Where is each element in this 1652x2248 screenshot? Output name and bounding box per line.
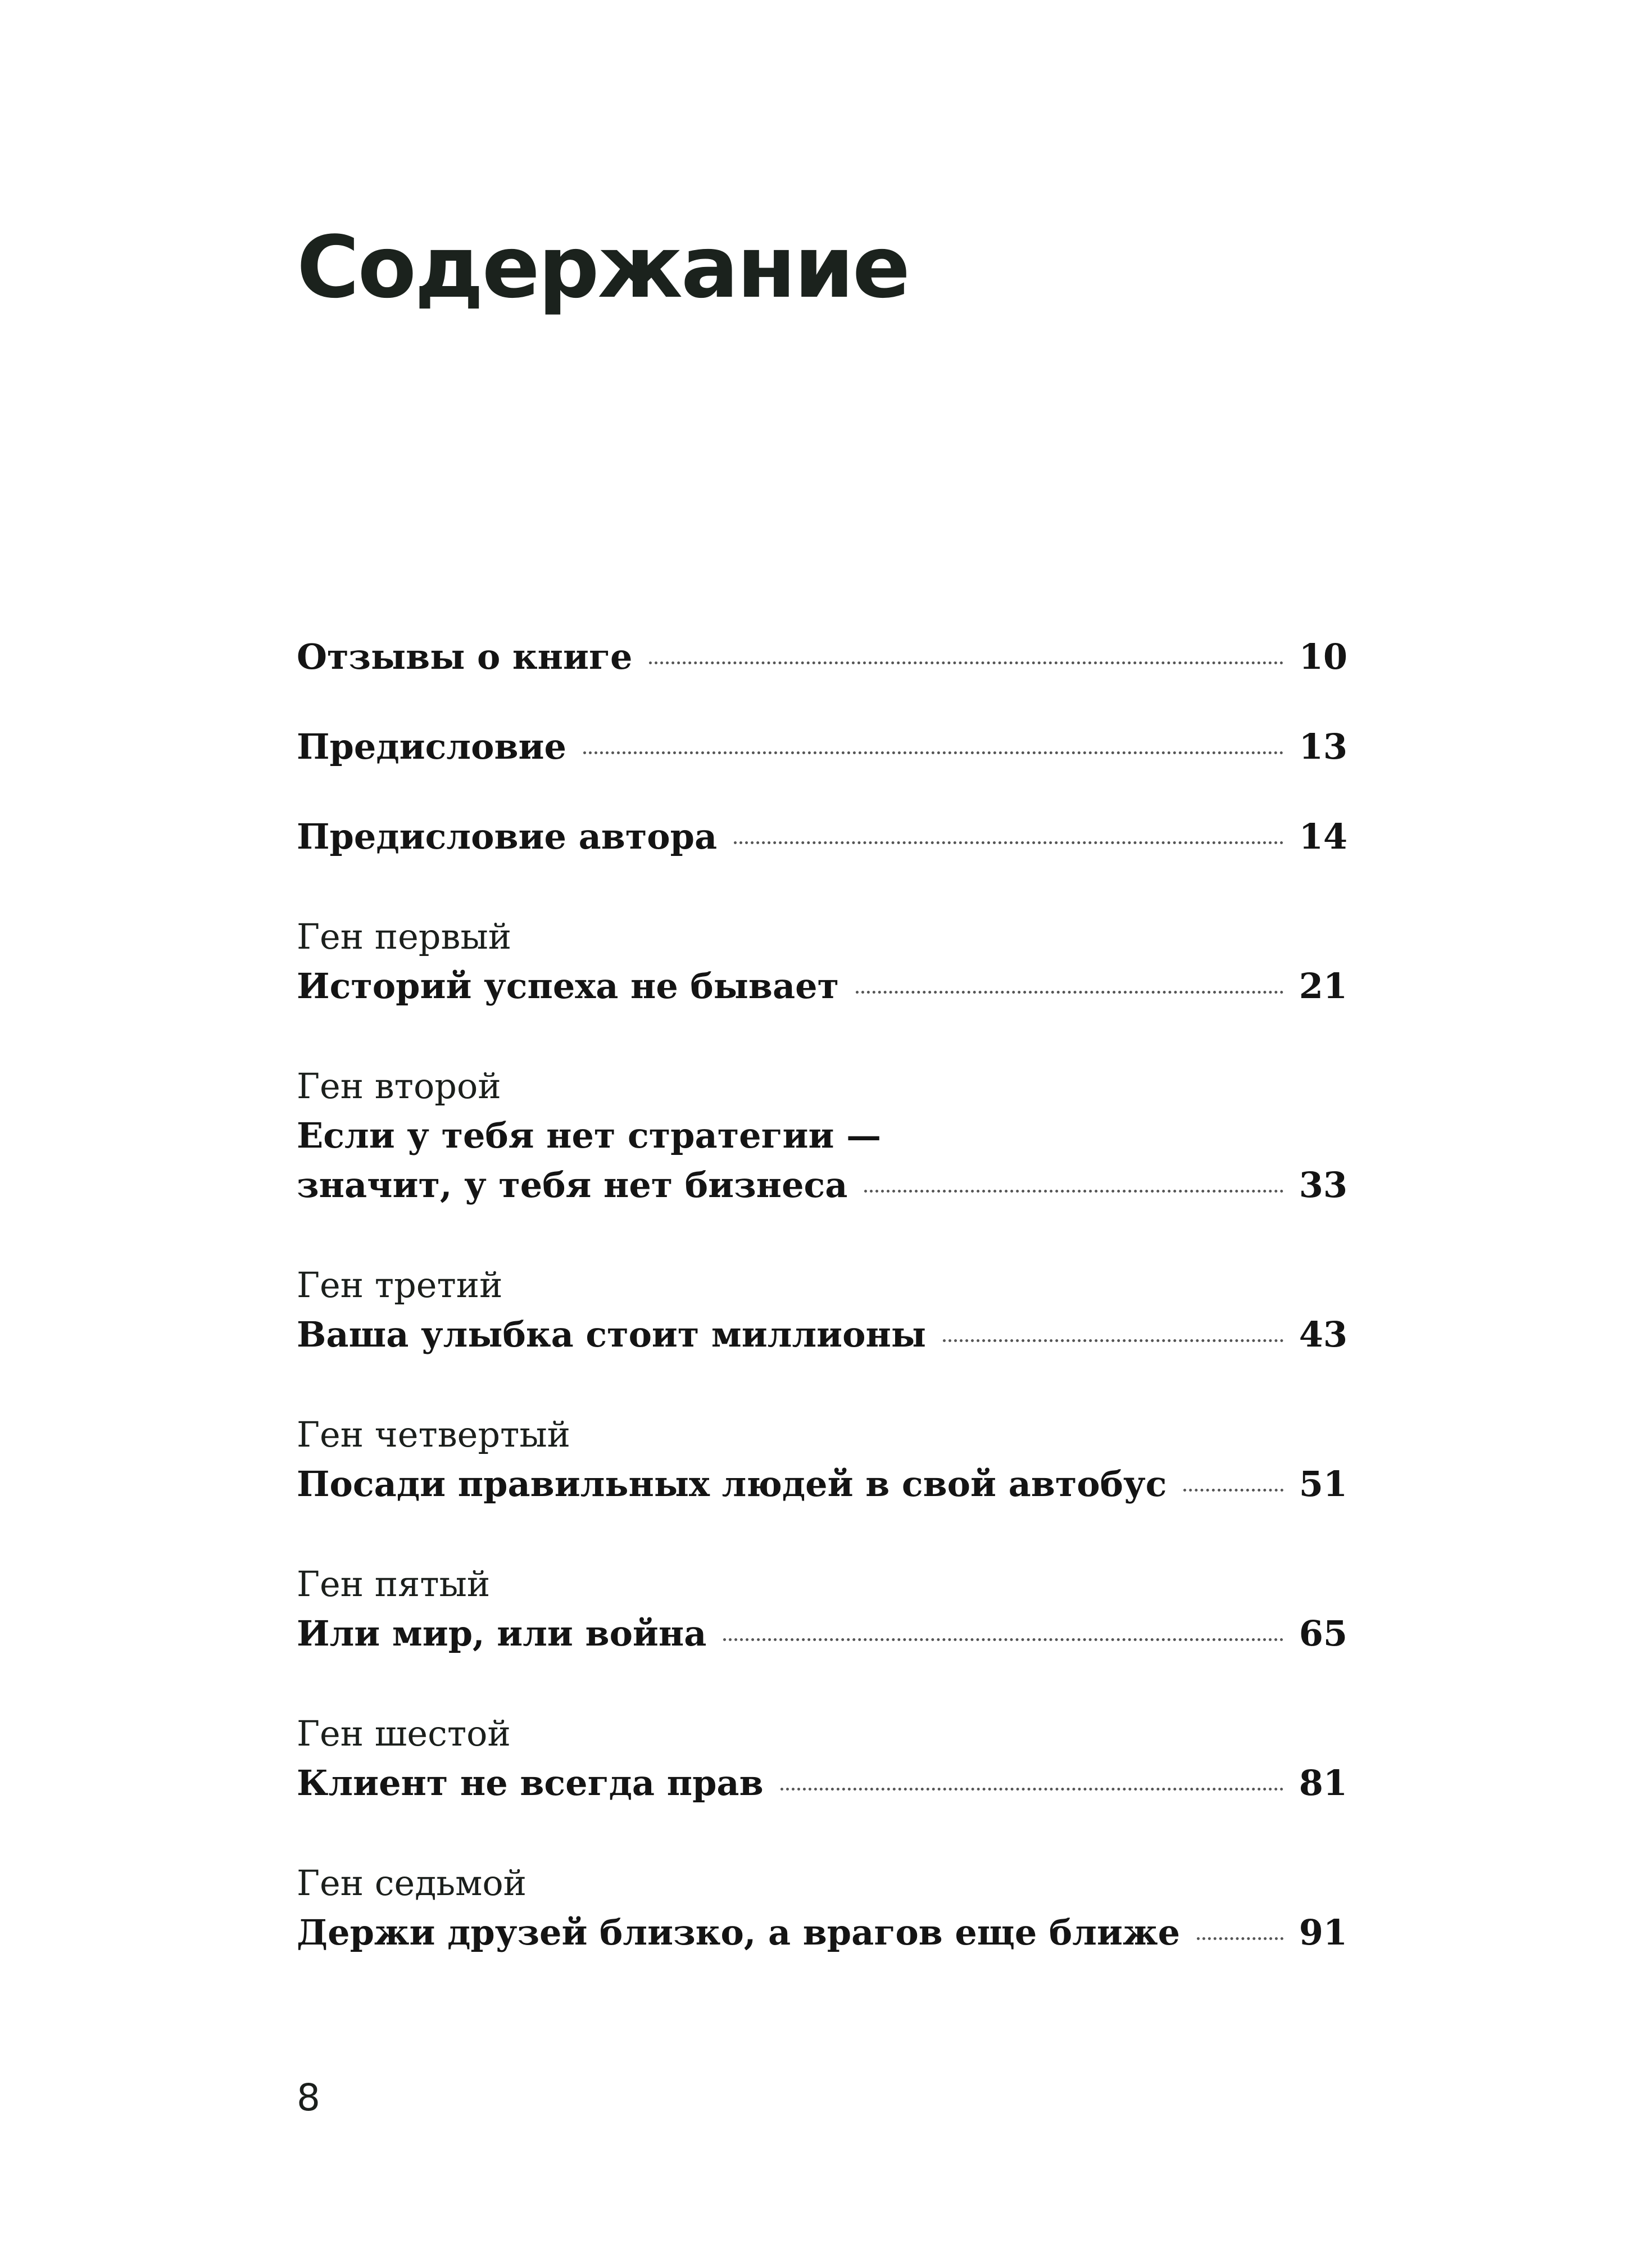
dot-leader — [1183, 1489, 1283, 1492]
chapter-title: Клиент не всегда прав — [297, 1762, 764, 1803]
toc-entry-title: Отзывы о книге — [297, 636, 633, 677]
toc-chapter-7 — [297, 1859, 1347, 1957]
toc-page-number: 33 — [1299, 1164, 1347, 1205]
toc-chapter-2 — [297, 1062, 1347, 1210]
chapter-gene-label: Ген третий — [297, 1265, 503, 1306]
toc-row — [297, 1161, 1347, 1210]
page-number: 8 — [297, 2076, 320, 2119]
chapter-title: значит, у тебя нет бизнеса — [297, 1164, 848, 1205]
toc-entry-reviews — [297, 632, 1347, 682]
dot-leader — [723, 1638, 1283, 1641]
toc-chapter-3 — [297, 1261, 1347, 1359]
toc-page-number: 43 — [1299, 1314, 1347, 1355]
toc-chapter-1 — [297, 912, 1347, 1011]
chapter-gene-label: Ген первый — [297, 916, 512, 957]
toc-chapter-5 — [297, 1560, 1347, 1658]
dot-leader — [1197, 1937, 1283, 1940]
toc-row — [297, 1460, 1347, 1509]
toc-entry-title: Предисловие — [297, 726, 566, 767]
table-of-contents — [297, 632, 1347, 2008]
dot-leader — [864, 1190, 1283, 1193]
chapter-title: Посади правильных людей в свой автобус — [297, 1463, 1167, 1504]
toc-row — [297, 1310, 1347, 1359]
chapter-gene-label: Ген шестой — [297, 1713, 511, 1754]
toc-page-number: 81 — [1299, 1762, 1347, 1803]
toc-row — [297, 962, 1347, 1011]
toc-row — [297, 1609, 1347, 1658]
toc-row — [297, 1908, 1347, 1957]
toc-row — [297, 632, 1347, 682]
toc-page-number: 10 — [1299, 636, 1347, 677]
chapter-gene-label: Ген второй — [297, 1066, 501, 1107]
dot-leader — [780, 1788, 1283, 1791]
dot-leader — [856, 991, 1283, 994]
chapter-gene-label: Ген четвертый — [297, 1414, 571, 1455]
toc-page-number: 14 — [1299, 816, 1347, 857]
toc-chapter-4 — [297, 1410, 1347, 1509]
toc-page-number: 51 — [1299, 1463, 1347, 1504]
toc-row — [297, 1758, 1347, 1808]
dot-leader — [649, 661, 1283, 664]
toc-page-number: 21 — [1299, 966, 1347, 1007]
toc-entry-foreword — [297, 722, 1347, 772]
dot-leader — [583, 751, 1283, 754]
chapter-title-line: Если у тебя нет стратегии — — [297, 1115, 882, 1156]
toc-row — [297, 722, 1347, 772]
chapter-title: Держи друзей близко, а врагов еще ближе — [297, 1912, 1181, 1953]
chapter-gene-label: Ген пятый — [297, 1563, 491, 1605]
chapter-title: Историй успеха не бывает — [297, 966, 839, 1007]
toc-chapter-6 — [297, 1709, 1347, 1808]
chapter-title: Или мир, или война — [297, 1613, 707, 1654]
chapter-gene-label: Ген седьмой — [297, 1862, 527, 1903]
toc-row — [297, 812, 1347, 862]
chapter-title: Ваша улыбка стоит миллионы — [297, 1314, 927, 1355]
toc-page-number: 65 — [1299, 1613, 1347, 1654]
toc-entry-title: Предисловие автора — [297, 816, 718, 857]
dot-leader — [734, 841, 1283, 844]
toc-page-number: 13 — [1299, 726, 1347, 767]
toc-page-number: 91 — [1299, 1912, 1347, 1953]
toc-entry-author-foreword — [297, 812, 1347, 862]
page-title: Содержание — [297, 217, 909, 317]
dot-leader — [943, 1339, 1283, 1342]
